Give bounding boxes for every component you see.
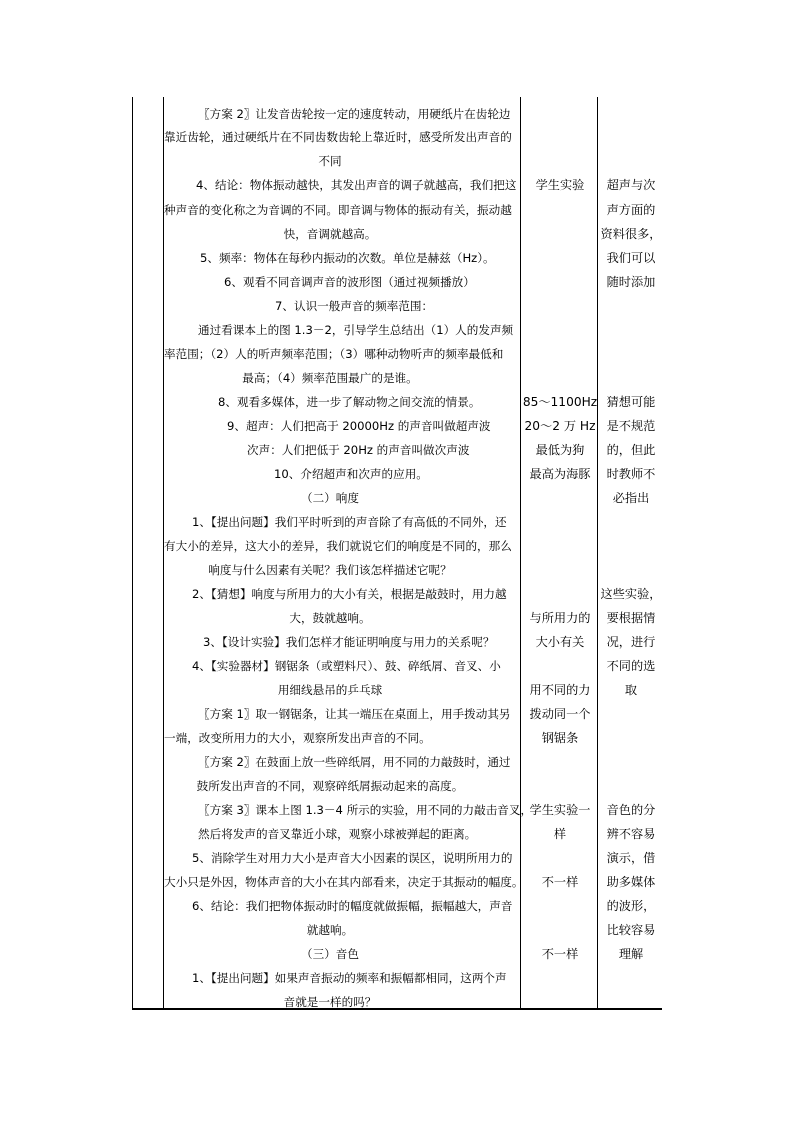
content-line: 最高；（4）频率范围最广的是谁。 [242, 371, 418, 385]
content-line: 靠近齿轮，通过硬纸片在不同齿数齿轮上靠近时，感受所发出声音的 [164, 130, 512, 144]
content-line: （二）响度 [301, 491, 359, 505]
note-line: 我们可以 [606, 251, 656, 265]
activity-line: 拨动同一个 [529, 707, 591, 721]
activity-line: 样 [553, 827, 567, 841]
content-line: 通过看课本上的图 1.3－2，引导学生总结出（1）人的发声频 [198, 323, 514, 337]
note-line: 必指出 [612, 491, 650, 505]
content-line: 〖方案 1〗取一钢锯条，让其一端压在桌面上，用手拨动其另 [198, 707, 511, 721]
note-line: 这些实验， [600, 587, 662, 601]
content-line: 〖方案 2〗在鼓面上放一些碎纸屑，用不同的力敲鼓时，通过 [198, 755, 511, 769]
note-line: 助多媒体 [606, 875, 656, 889]
activity-line: 85～1100Hz [522, 395, 598, 409]
content-line: 率范围；（2）人的听声频率范围；（3）哪种动物听声的频率最低和 [164, 347, 504, 361]
note-line: 超声与次 [606, 178, 656, 192]
note-line: 的，但此 [606, 443, 656, 457]
note-line: 况，进行 [606, 635, 656, 649]
content-line: 然后将发声的音叉靠近小球，观察小球被弹起的距离。 [198, 827, 477, 841]
note-line: 理解 [618, 947, 644, 961]
content-line: 有大小的差异，这大小的差异，我们就说它们的响度是不同的，那么 [164, 539, 512, 553]
activity-line: 用不同的力 [529, 683, 591, 697]
note-line: 取 [624, 683, 638, 697]
content-line: 〖方案 3〗课本上图 1.3－4 所示的实验，用不同的力敲击音叉， [198, 803, 533, 817]
content-line: 音就是一样的吗？ [283, 995, 377, 1009]
content-line: 5、消除学生对用力大小是声音大小因素的误区，说明所用力的 [192, 851, 513, 865]
content-line: 3、【设计实验】我们怎样才能证明响度与用力的关系呢？ [203, 635, 495, 649]
activity-line: 学生实验 [535, 178, 585, 192]
table-border-left [132, 97, 133, 1010]
content-line: 1、【提出问题】我们平时听到的声音除了有高低的不同外，还 [192, 515, 507, 529]
note-line: 要根据情 [606, 611, 656, 625]
content-line: 次声：人们把低于 20Hz 的声音叫做次声波 [247, 443, 470, 457]
activity-line: 20～2 万 Hz [524, 419, 596, 433]
content-line: 响度与什么因素有关呢？我们该怎样描述它呢？ [208, 563, 452, 577]
content-line: 快，音调就越高。 [283, 227, 377, 241]
content-line: 8、观看多媒体，进一步了解动物之间交流的情景。 [218, 395, 481, 409]
note-line: 不同的选 [606, 659, 656, 673]
content-line: 大，鼓就越响。 [289, 611, 371, 625]
content-line: 5、频率：物体在每秒内振动的次数。单位是赫兹（Hz）。 [200, 251, 495, 265]
activity-line: 不一样 [541, 875, 579, 889]
activity-line: 大小有关 [535, 635, 585, 649]
content-line: 4、【实验器材】钢锯条（或塑料尺）、鼓、碎纸屑、音叉、小 [192, 659, 501, 673]
content-line: 2、【猜想】响度与所用力的大小有关，根据是敲鼓时，用力越 [192, 587, 507, 601]
note-line: 是不规范 [606, 419, 656, 433]
note-line: 辨不容易 [606, 827, 656, 841]
activity-line: 钢锯条 [541, 731, 579, 745]
content-line: （三）音色 [301, 947, 359, 961]
table-divider-3 [597, 97, 598, 1010]
note-line: 随时添加 [606, 275, 656, 289]
note-line: 演示，借 [606, 851, 656, 865]
content-line: 〖方案 2〗让发音齿轮按一定的速度转动，用硬纸片在齿轮边 [198, 107, 511, 121]
activity-line: 不一样 [541, 947, 579, 961]
content-line: 不同 [318, 154, 342, 168]
note-line: 资料很多， [600, 227, 662, 241]
note-line: 声方面的 [606, 203, 656, 217]
content-line: 9、超声：人们把高于 20000Hz 的声音叫做超声波 [227, 419, 491, 433]
content-line: 大小只是外因，物体声音的大小在其内部看来，决定于其振动的幅度。 [164, 875, 524, 889]
content-line: 7、认识一般声音的频率范围： [275, 299, 434, 313]
note-line: 比较容易 [606, 923, 656, 937]
content-line: 一端，改变所用力的大小，观察所发出声音的不同。 [164, 731, 431, 745]
content-line: 4、结论：物体振动越快，其发出声音的调子就越高，我们把这 [196, 178, 517, 192]
content-line: 就越响。 [306, 923, 354, 937]
content-line: 6、观看不同音调声音的波形图（通过视频播放） [224, 275, 475, 289]
activity-line: 与所用力的 [529, 611, 591, 625]
content-line: 用细线悬吊的乒乓球 [277, 683, 383, 697]
note-line: 的波形， [606, 899, 656, 913]
content-line: 种声音的变化称之为音调的不同。即音调与物体的振动有关，振动越 [164, 203, 512, 217]
content-line: 10、介绍超声和次声的应用。 [274, 467, 428, 481]
note-line: 时教师不 [606, 467, 656, 481]
note-line: 音色的分 [606, 803, 656, 817]
activity-line: 最低为狗 [535, 443, 585, 457]
table-bottom-border [132, 1008, 662, 1010]
activity-line: 最高为海豚 [529, 467, 591, 481]
content-line: 6、结论：我们把物体振动时的幅度就做振幅，振幅越大，声音 [192, 899, 513, 913]
content-line: 鼓所发出声音的不同，观察碎纸屑振动起来的高度。 [196, 779, 464, 793]
content-line: 1、【提出问题】如果声音振动的频率和振幅都相同，这两个声 [192, 971, 507, 985]
activity-line: 学生实验一 [529, 803, 591, 817]
note-line: 猜想可能 [606, 395, 656, 409]
